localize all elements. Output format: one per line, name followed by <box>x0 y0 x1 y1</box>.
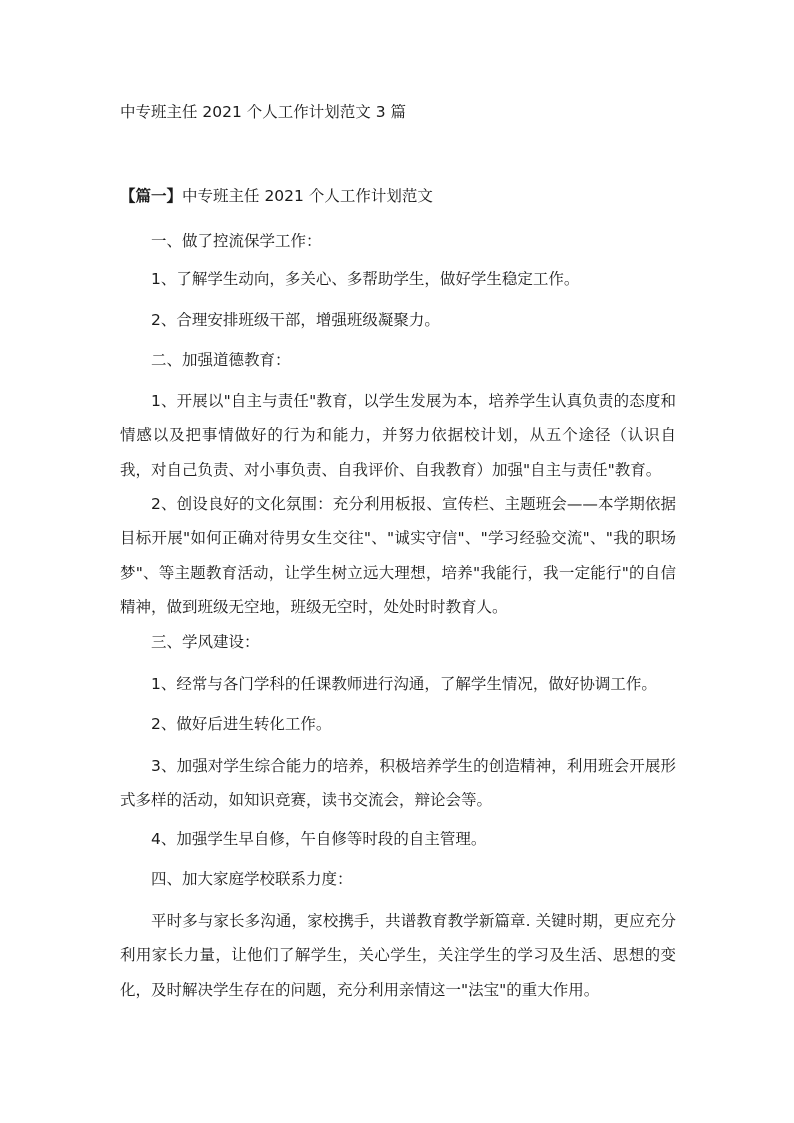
paragraph: 一、做了控流保学工作： <box>151 232 322 250</box>
paragraph: 1、经常与各门学科的任课教师进行沟通，了解学生情况，做好协调工作。 <box>151 675 657 693</box>
paragraph: 三、学风建设： <box>151 633 260 651</box>
paragraph: 4、加强学生早自修，午自修等时段的自主管理。 <box>151 830 487 848</box>
document-title: 中专班主任 2021 个人工作计划范文 3 篇 <box>120 103 407 121</box>
paragraph: 2、合理安排班级干部，增强班级凝聚力。 <box>151 311 440 329</box>
paragraph: 3、加强对学生综合能力的培养，积极培养学生的创造精神，利用班会开展形式多样的活动，如知识竞赛，读书交流会，辩论会等。 <box>120 757 676 810</box>
paragraph: 2、做好后进生转化工作。 <box>151 715 332 733</box>
section-heading <box>120 185 433 207</box>
paragraph: 二、加强道德教育： <box>151 351 291 369</box>
paragraph: 平时多与家长多沟通，家校携手，共谱教育教学新篇章. 关键时期，更应充分利用家长力量，让他们了解学生，关心学生，关注学生的学习及生活、思想的变化，及时解决学生存在的问题，充分利用亲情这一"法宝"的重大作用。 <box>120 912 676 999</box>
paragraph: 1、了解学生动向，多关心、多帮助学生，做好学生稳定工作。 <box>151 270 580 288</box>
paragraph: 1、开展以"自主与责任"教育，以学生发展为本，培养学生认真负责的态度和情感以及把事情做好的行为和能力，并努力依据校计划，从五个途径（认识自我，对自己负责、对小事负责、自我评价、自我教育）加强"自主与责任"教育。 <box>120 392 676 479</box>
section-marker: 【篇一】 <box>120 187 183 205</box>
section-heading-text: 中专班主任 2021 个人工作计划范文 <box>182 187 433 205</box>
paragraph: 四、加大家庭学校联系力度： <box>151 870 353 888</box>
paragraph: 2、创设良好的文化氛围：充分利用板报、宣传栏、主题班会——本学期依据目标开展"如何正确对待男女生交往"、"诚实守信"、"学习经验交流"、"我的职场梦"、等主题教育活动，让学生树立远大理想，培养"我能行，我一定能行"的自信精神，做到班级无空地，班级无空时，处处时时教育人。 <box>120 495 676 616</box>
